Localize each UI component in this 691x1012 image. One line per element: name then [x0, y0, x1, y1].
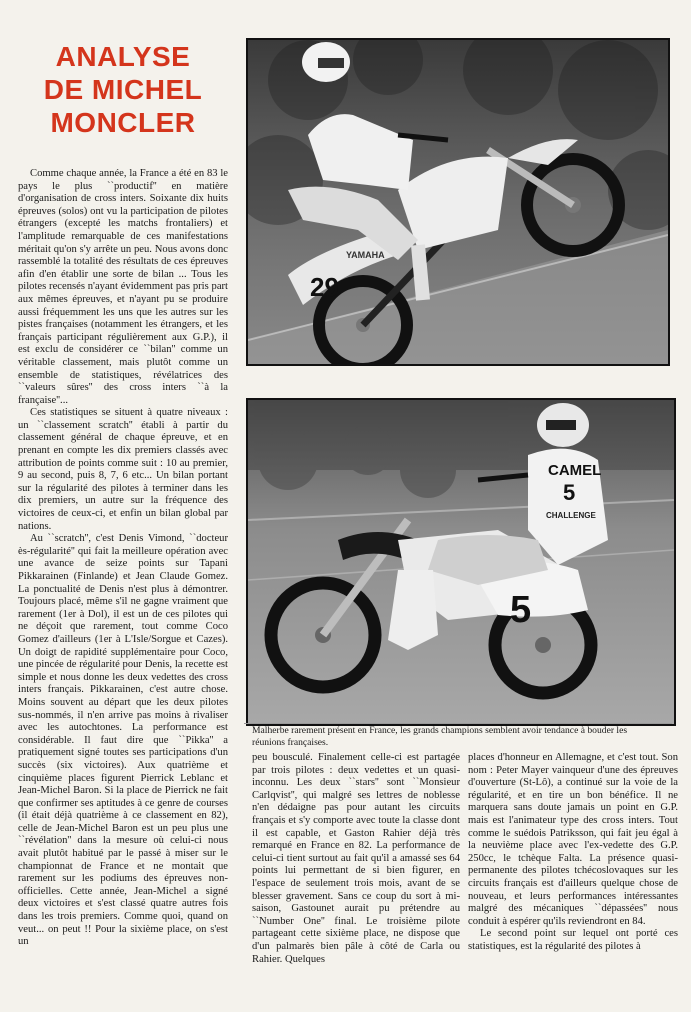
- jump-photo-illustration: [248, 40, 668, 364]
- article-column-1: [18, 168, 228, 998]
- motocross-photo-corner: [246, 398, 676, 726]
- sponsor-secondary-text: CHALLENGE: [546, 511, 596, 520]
- title-line-2: DE MICHEL: [43, 74, 203, 105]
- article-title: [18, 40, 228, 139]
- caption-divider: [244, 723, 672, 724]
- rider-bib-number: 5: [563, 480, 576, 505]
- paragraph: places d'honneur en Allemagne, et c'est tout. Son nom : Peter Mayer vainqueur d'une des épreuves d'ouverture (St-Lô), a continué sur la voie de la régularité, et en tire un bon bénéfice. Il ne marquera sans doute jamais un point en G.P. mais est l'animateur type des cross inters. Tout comme le suédois Patriksson, qui fait jeu égal à la neuvième place avec l'ex-vedette des G.P. 250cc, le tchèque Falta. La présence quasi-permanente des pilotes tchécoslovaques sur les circuits français est d'ailleurs quelque chose de nouveau, et leurs performances intéressantes malgré des mécaniques ``dépassées'' nous conduit à espérer qu'ils reviendront en 84.: [468, 752, 678, 927]
- title-line-3: MONCLER: [50, 107, 196, 138]
- paragraph: Au ``scratch'', c'est Denis Vimond, ``docteur ès-régularité'' qui fait la meilleure opération avec une avance de seize points sur Tapani Pikkarainen (Finlande) et Jean Claude Gomez. La ponctualité de Denis n'est plus à démontrer. Toujours placé, même s'il ne gagne vraiment que rarement (1er à Dol), il est un de ces pilotes qui ne déçoit que rarement, tout comme Coco Gomez d'ailleurs (1er à L'Isle/Sorgue et Cazes). Un doigt de rapidité supplémentaire pour Coco, une pincée de régularité pour Denis, la recette est simple et nous donne les deux vedettes des cross inters français. Pikkarainen, c'est autre chose. Moins souvent au départ que les deux pilotes sus-nommés, il n'en arrive pas moins à rivaliser avec les autochtones. La performance est considérable. Il faut dire que ``Pikka'' a pratiquement signé toutes ses participations d'un succès (six victoires). Aux quatrième et cinquième places figurent Pierrick Leblanc et Jean-Michel Baron. Si la place de Pierrick ne fait que confirmer ses aptitudes à ce genre de courses (il était déjà quatrième à ce classement en 82), celle de Jean-Michel Baron est un peu plus une ``révélation'' dans la mesure où celui-ci nous avait plutôt habitué par le passé à miser sur le championnat de France et ne montait que rarement sur les podiums des épreuves non-officielles. Cette année, Jean-Michel a signé deux victoires et s'est classé quatre autres fois dans les trois premiers. Comme quoi, quand on veut... on peut !! Pour la sixième place, on s'est un: [18, 533, 228, 948]
- motocross-photo-jump: [246, 38, 670, 366]
- paragraph: Ces statistiques se situent à quatre niveaux : un ``classement scratch'' établi à partir du classement général de chaque épreuve, et en prenant en compte les dix premiers classés avec attribution de points comme suit : 10 au premier, 9 au second, puis 8, 7, 6 etc... Un bilan portant sur la régularité des pilotes à terminer dans les dix premiers, un autre sur la fréquence des victoires de ceux-ci, et enfin un bilan global par nations.: [18, 407, 228, 532]
- paragraph: Comme chaque année, la France a été en 83 le pays le plus ``productif'' en matière d'organisation de cross inters. Soixante dix huits épreuves (solos) ont vu la participation de pilotes étrangers (excepté les matchs frontaliers) et l'amplitude remarquable de ces manifestations méritait qu'on s'y arrête un peu. Nous avons donc rassemblé la totalité des résultats de ces épreuves afin d'en établir une sorte de bilan ... Tous les pilotes recensés n'ayant évidemment pas pris part aux mêmes épreuves, et n'ayant pu se produire aussi fréquemment les uns que les autres sur les pistes françaises (notamment les étrangers, et les français participant régulièrement aux G.P.), il est exclu de considérer ce ``bilan'' comme un véritable classement, mais plutôt comme un ensemble de statistiques, révélatrices des ``valeurs sûres'' des cross inters ``à la française''...: [18, 168, 228, 406]
- bike-number: 29: [310, 272, 339, 302]
- article-column-2: [252, 752, 460, 1002]
- corner-photo-illustration: [248, 400, 674, 724]
- paragraph: peu bousculé. Finalement celle-ci est partagée par trois pilotes : deux vedettes et un quasi-inconnu. Les deux ``stars'' sont ``Monsieur Carlqvist'', qui malgré ses lettres de noblesse n'en dédaigne pas pour autant les circuits français et s'y comporte avec toute la classe dont il est capable, et Gaston Rahier déjà très remarqué en France en 82. La performance de celui-ci tient surtout au fait qu'il a amassé ses 64 points lui permettant de si bien figurer, en l'espace de seulement trois mois, avant de se blesser gravement. Sans ce coup du sort à mi-saison, Gastounet aurait pu prétendre au ``Number One'' final. Le troisième pilote partageant cette sixième place, ne dispose que d'un palmarès bien pâle à côté de Carla ou Rahier. Quelques: [252, 752, 460, 965]
- sponsor-logo-text: CAMEL: [548, 462, 602, 479]
- paragraph: Le second point sur lequel ont porté ces statistiques, est la régularité des pilotes à: [468, 928, 678, 952]
- bike-number: 5: [510, 589, 532, 631]
- photo-caption: Malherbe rarement présent en France, les grands champions semblent avoir tendance à bouder les réunions françaises.: [252, 725, 628, 748]
- brand-logo-text: YAMAHA: [346, 250, 385, 260]
- title-line-1: ANALYSE: [55, 41, 191, 72]
- article-column-3: [468, 752, 678, 1002]
